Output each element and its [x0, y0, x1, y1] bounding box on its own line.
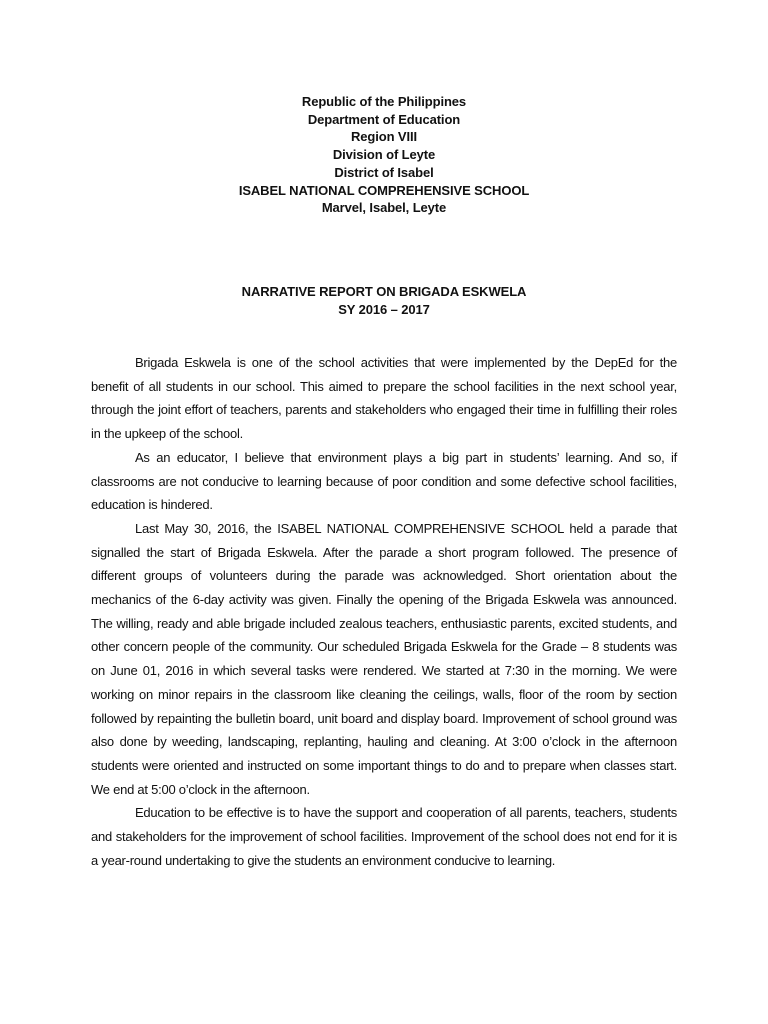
paragraph: As an educator, I believe that environment plays a big part in students’ learning. And so, if classrooms are not conducive to learning because of poor condition and some defective school facilities, education is hindered. [91, 449, 677, 513]
letterhead-district: District of Isabel [334, 164, 434, 180]
letterhead-division: Division of Leyte [332, 147, 436, 163]
letterhead-school-address: Marvel, Isabel, Leyte [321, 200, 447, 216]
paragraph: Brigada Eskwela is one of the school activities that were implemented by the DepEd for the benefit of all students in our school. This aimed to prepare the school facilities in the next school year, through the joint effort of teachers, parents and stakeholders who engaged their time in fulfilling their roles in the upkeep of the school. [91, 355, 677, 442]
letterhead-school-name: ISABEL NATIONAL COMPREHENSIVE SCHOOL [238, 182, 530, 198]
letterhead [0, 93, 768, 217]
paragraph: Last May 30, 2016, the ISABEL NATIONAL COMPREHENSIVE SCHOOL held a parade that signalled the start of Brigada Eskwela. After the parade a short program followed. The presence of different groups of volunteers during the parade was acknowledged. Short orientation about the mechanics of the 6-day activity was given. Finally the opening of the Brigada Eskwela was announced. The willing, ready and able brigade included zealous teachers, enthusiastic parents, excited students, and other concern people of the community. Our scheduled Brigada Eskwela for the Grade – 8 students was on June 01, 2016 in which several tasks were rendered. We started at 7:30 in the morning. We were working on minor repairs in the classroom like cleaning the ceilings, walls, floor of the room by section followed by repainting the bulletin board, unit board and display board. Improvement of school ground was also done by weeding, landscaping, replanting, hauling and cleaning. At 3:00 o’clock in the afternoon students were oriented and instructed on some important things to do and to prepare when classes start. We end at 5:00 o’clock in the afternoon. [91, 520, 677, 797]
report-title: NARRATIVE REPORT ON BRIGADA ESKWELA [241, 284, 527, 299]
report-heading [0, 283, 768, 318]
report-school-year: SY 2016 – 2017 [338, 301, 430, 317]
paragraph: Education to be effective is to have the support and cooperation of all parents, teachers, students and stakeholders for the improvement of school facilities. Improvement of the school does not end for it is a year-round undertaking to give the students an environment conducive to learning. [91, 805, 677, 868]
letterhead-region: Region VIII [350, 129, 418, 145]
letterhead-department: Department of Education [307, 111, 461, 127]
letterhead-country: Republic of the Philippines [301, 94, 467, 109]
report-body [91, 351, 677, 872]
